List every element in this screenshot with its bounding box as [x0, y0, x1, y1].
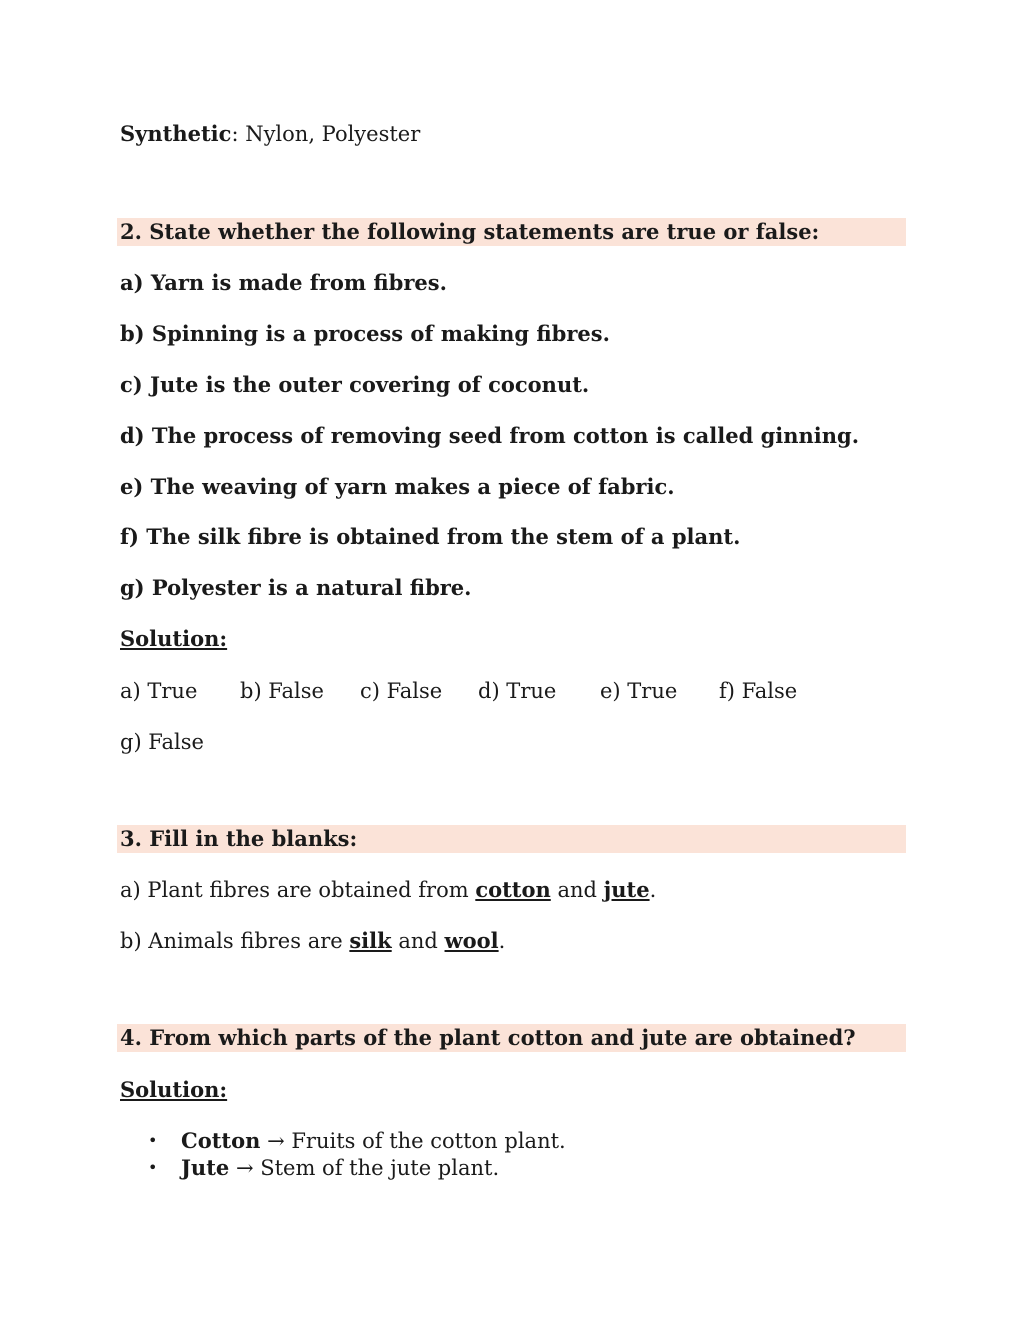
question-3-heading: 3. Fill in the blanks:: [117, 825, 906, 853]
bullet-desc-cotton: Fruits of the cotton plant.: [291, 1129, 566, 1153]
fill-blank-b: [120, 927, 505, 955]
answer-b: b) False: [240, 679, 324, 703]
synthetic-value: Nylon, Polyester: [238, 122, 421, 146]
answer-f: f) False: [719, 679, 798, 703]
fill-blank-a-mid: and: [550, 878, 604, 902]
statement-a: a) Yarn is made from fibres.: [120, 270, 447, 295]
bullet-term-jute: Jute: [181, 1155, 230, 1180]
fill-blank-b-answer-2: wool: [444, 928, 499, 953]
bullet-desc-jute: Stem of the jute plant.: [260, 1156, 500, 1180]
fill-blank-b-suffix: .: [498, 929, 506, 953]
bullet-arrow: →: [229, 1156, 261, 1180]
answer-a: a) True: [120, 679, 198, 703]
fill-blank-b-prefix: b) Animals fibres are: [120, 929, 350, 953]
statement-f: f) The silk fibre is obtained from the stem of a plant.: [120, 524, 741, 549]
answer-c: c) False: [360, 679, 443, 703]
question-4-heading: 4. From which parts of the plant cotton and jute are obtained?: [117, 1024, 906, 1052]
question-4-solution-label: Solution:: [120, 1077, 228, 1102]
synthetic-label: Synthetic: [120, 121, 232, 146]
answer-g: g) False: [120, 730, 204, 754]
bullet-arrow: →: [260, 1129, 292, 1153]
statement-d: d) The process of removing seed from cotton is called ginning.: [120, 423, 860, 448]
statement-g: g) Polyester is a natural fibre.: [120, 575, 472, 600]
bullet-term-cotton: Cotton: [181, 1128, 261, 1153]
fill-blank-b-answer-1: silk: [349, 928, 392, 953]
answer-e: e) True: [600, 679, 678, 703]
fill-blank-a-answer-2: jute: [603, 877, 650, 902]
statement-b: b) Spinning is a process of making fibres.: [120, 321, 610, 346]
statement-e: e) The weaving of yarn makes a piece of fabric.: [120, 474, 675, 499]
synthetic-separator: :: [231, 122, 239, 146]
bullet-icon: •: [148, 1158, 158, 1177]
synthetic-line: [120, 120, 420, 148]
fill-blank-a: [120, 876, 656, 904]
fill-blank-a-suffix: .: [649, 878, 657, 902]
question-2-solution-label: Solution:: [120, 626, 228, 651]
fill-blank-a-prefix: a) Plant fibres are obtained from: [120, 878, 476, 902]
fill-blank-b-mid: and: [391, 929, 445, 953]
question-2-heading: 2. State whether the following statements are true or false:: [117, 218, 906, 246]
answer-d: d) True: [478, 679, 557, 703]
fill-blank-a-answer-1: cotton: [475, 877, 551, 902]
bullet-icon: •: [148, 1131, 158, 1150]
statement-c: c) Jute is the outer covering of coconut.: [120, 372, 590, 397]
